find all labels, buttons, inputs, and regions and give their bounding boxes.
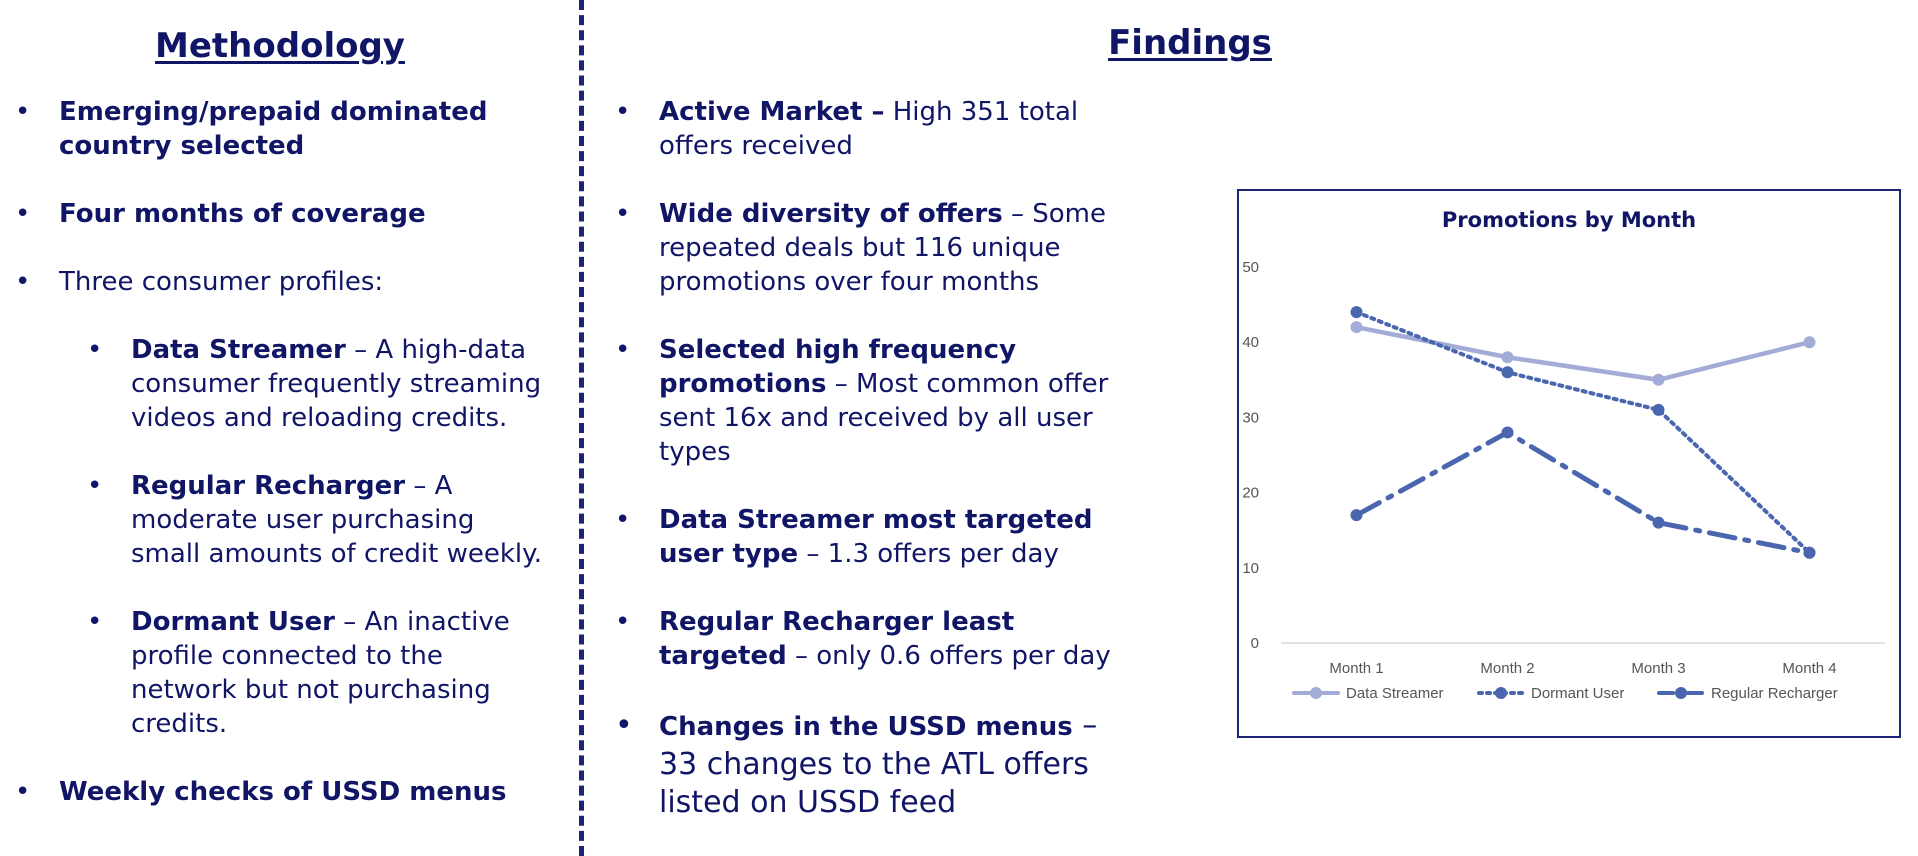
finding-item (659, 95, 1139, 163)
legend-label: Dormant User (1531, 685, 1625, 702)
item-bold: Emerging/prepaid dominated country selected (59, 97, 488, 161)
y-tick-label: 30 (1242, 409, 1259, 427)
series-line (1357, 432, 1810, 552)
legend-swatch-marker (1675, 687, 1687, 699)
y-tick-label: 50 (1242, 259, 1259, 276)
y-tick-label: 0 (1250, 635, 1259, 652)
item-bold: Regular Recharger least targeted (659, 607, 1015, 671)
findings-heading: Findings (1108, 23, 1272, 63)
item-text: – An inactive profile connected to the network but not purchasing credits. (131, 607, 510, 739)
methodology-list (59, 95, 543, 843)
x-tick-label: Month 3 (1631, 660, 1686, 677)
item-bold: Regular Recharger (131, 471, 406, 501)
data-point (1502, 366, 1514, 378)
item-text: – Some repeated deals but 116 unique promotions over four months (659, 199, 1106, 297)
methodology-item (59, 775, 529, 809)
column-divider (579, 0, 584, 856)
chart-canvas (1239, 191, 1899, 736)
finding-item (659, 605, 1139, 673)
item-bold: Changes in the USSD menus (659, 712, 1073, 742)
data-point (1653, 374, 1665, 386)
item-text: – only 0.6 offers per day (786, 641, 1111, 671)
item-text: – 33 changes to the ATL offers listed on USSD feed (659, 708, 1098, 820)
methodology-item (59, 197, 529, 231)
x-tick-label: Month 1 (1329, 660, 1384, 677)
legend-label: Regular Recharger (1711, 685, 1838, 702)
legend-swatch-marker (1495, 687, 1507, 699)
series-line (1357, 312, 1810, 553)
findings-list (659, 95, 1139, 856)
item-bold: Four months of coverage (59, 199, 426, 229)
item-bold: Active Market – (659, 97, 885, 127)
x-tick-label: Month 2 (1480, 660, 1535, 677)
data-point (1351, 306, 1363, 318)
data-point (1351, 321, 1363, 333)
item-bold: Data Streamer (131, 335, 346, 365)
item-bold: Selected high frequency promotions (659, 335, 1017, 399)
methodology-item (59, 95, 529, 163)
profile-item (131, 605, 551, 741)
finding-item (659, 197, 1139, 299)
item-text: – Most common offer sent 16x and received by all user types (659, 369, 1109, 467)
data-point (1653, 404, 1665, 416)
data-point (1502, 351, 1514, 363)
finding-item (659, 333, 1139, 469)
y-tick-label: 10 (1242, 559, 1259, 577)
data-point (1502, 426, 1514, 438)
data-point (1351, 509, 1363, 521)
methodology-heading: Methodology (155, 26, 405, 66)
y-tick-label: 20 (1242, 484, 1259, 502)
finding-item (659, 503, 1139, 571)
item-text: Three consumer profiles: (59, 267, 384, 297)
methodology-item (59, 265, 529, 299)
data-point (1804, 336, 1816, 348)
item-text: – A high-data consumer frequently streaming videos and reloading credits. (131, 335, 542, 433)
series-line (1357, 327, 1810, 380)
data-point (1653, 517, 1665, 529)
item-bold: Wide diversity of offers (659, 199, 1003, 229)
item-text: – 1.3 offers per day (798, 539, 1059, 569)
y-tick-label: 40 (1242, 334, 1259, 352)
legend-swatch-marker (1310, 687, 1322, 699)
item-text: High 351 total offers received (659, 97, 1079, 161)
profile-item (131, 469, 551, 571)
x-tick-label: Month 4 (1782, 660, 1837, 677)
profile-item (131, 333, 551, 435)
item-bold: Weekly checks of USSD menus (59, 777, 507, 807)
data-point (1804, 547, 1816, 559)
legend-label: Data Streamer (1346, 685, 1444, 702)
item-text: – A moderate user purchasing small amounts of credit weekly. (131, 471, 543, 569)
finding-item (659, 707, 1139, 822)
chart-title: Promotions by Month (1441, 208, 1697, 232)
item-bold: Data Streamer most targeted user type (659, 505, 1093, 569)
promotions-chart (1237, 189, 1901, 738)
item-bold: Dormant User (131, 607, 335, 637)
